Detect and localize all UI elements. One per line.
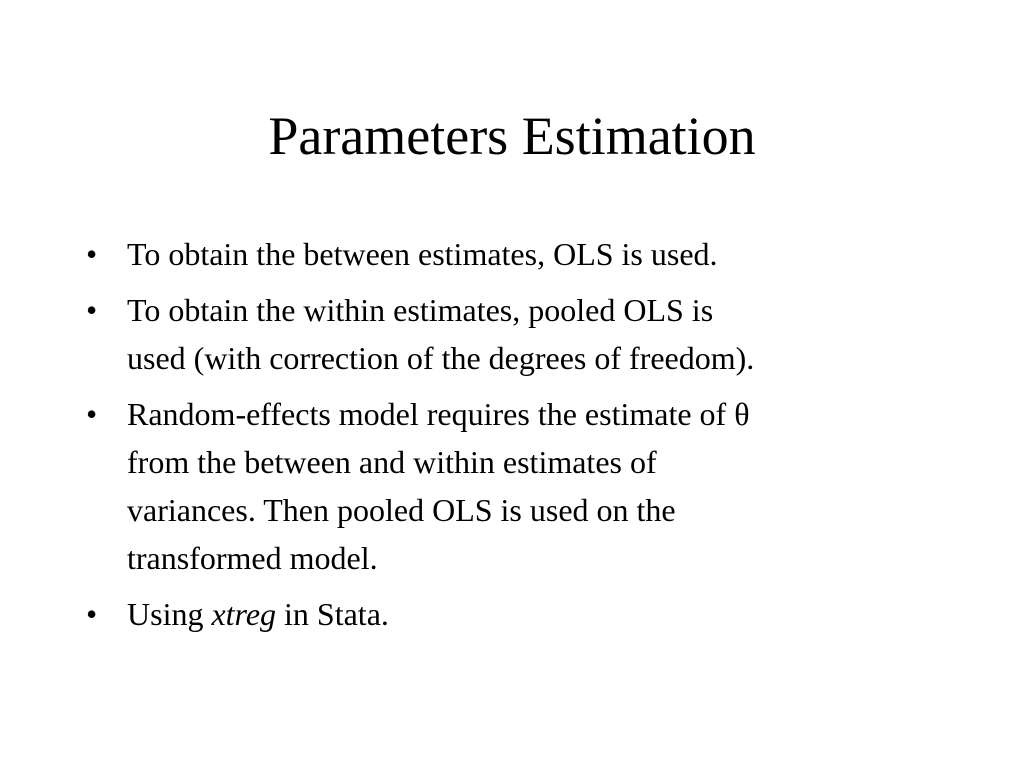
bullet-icon: • [86,596,98,632]
slide-title: Parameters Estimation [268,106,756,166]
bullet-text-suffix: in Stata. [276,596,389,632]
stata-command-text: xtreg [211,596,277,632]
bullet-item-xtreg [82,590,962,638]
bullet-text-prefix: Using [127,596,212,632]
bullet-icon: • [86,396,98,432]
bullet-text-line: transformed model. [127,540,378,576]
bullet-text-line: from the between and within estimates of [127,444,657,480]
bullet-text-line: To obtain the within estimates, pooled OLS is [127,292,714,328]
bullet-text-line: To obtain the between estimates, OLS is used. [127,236,718,272]
bullet-text-line: used (with correction of the degrees of freedom). [127,340,755,376]
bullet-text-line: Random-effects model requires the estimate of θ [127,396,750,432]
bullet-text-line [127,590,962,638]
bullet-item-between-estimates [82,230,962,278]
bullet-icon: • [86,236,98,272]
bullet-text-line: variances. Then pooled OLS is used on the [127,492,676,528]
bullet-icon: • [86,292,98,328]
bullet-list [82,230,962,646]
bullet-item-random-effects [82,390,962,582]
bullet-item-within-estimates [82,286,962,382]
